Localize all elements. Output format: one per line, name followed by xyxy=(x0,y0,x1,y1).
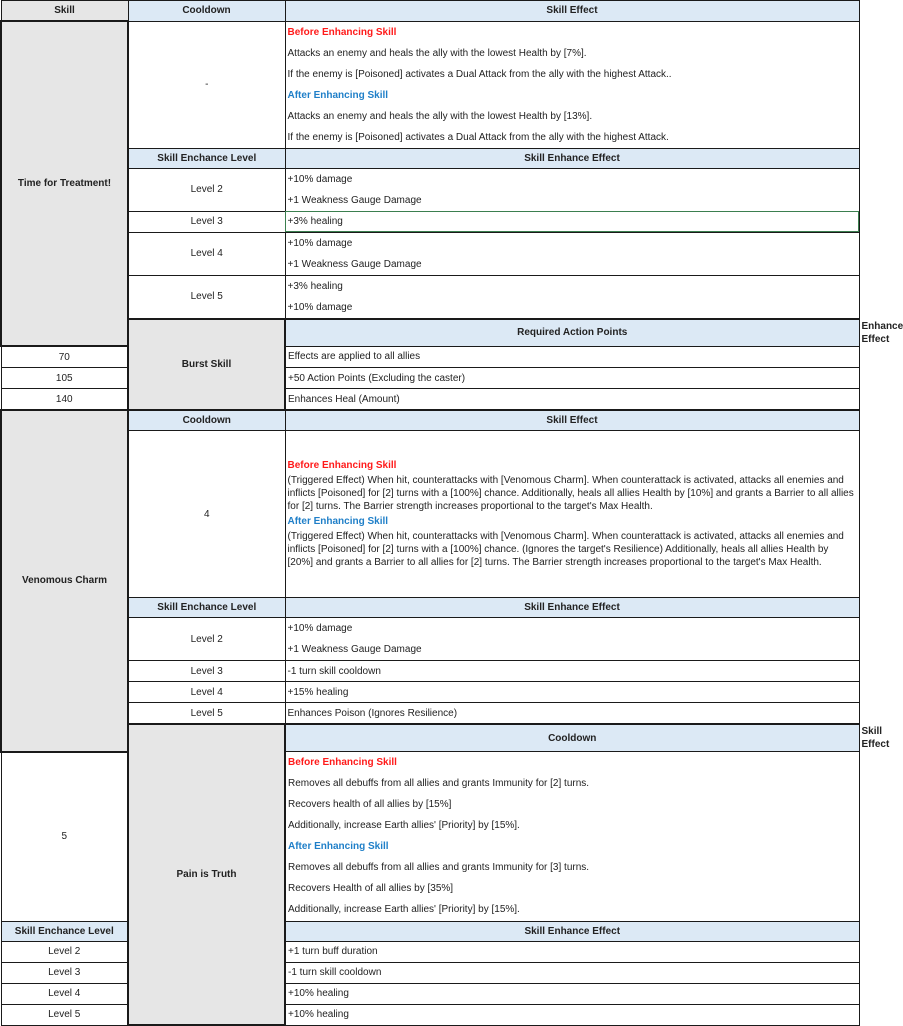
tier-effect-cell: Effects are applied to all allies xyxy=(285,346,859,368)
tier-effect-cell: Enhances Heal (Amount) xyxy=(285,389,859,411)
effect-line: +10% damage xyxy=(287,173,353,185)
header-enhance-level: Skill Enchance Level xyxy=(1,921,128,941)
table-row xyxy=(1,232,859,275)
effect-line: +3% healing xyxy=(287,280,343,292)
skill-name: Pain is Truth xyxy=(128,724,285,1025)
effect-line: +1 Weakness Gauge Damage xyxy=(287,644,422,655)
header-enhance-level: Skill Enchance Level xyxy=(128,148,285,168)
header-enhance-effect: Skill Enhance Effect xyxy=(285,598,859,618)
effect-line: +10% damage xyxy=(287,237,353,249)
effect-paragraph: (Triggered Effect) When hit, counterattacks with [Venomous Charm]. When counterattack is activated, attacks all enemies and inflicts [Poisoned] for [2] turns with a [100%] chance. (Ignores the target's Resilience) Additionally, heals all allies Health by [20%] and grants a Barrier to all allies for [2] turns. The Barrier strength increases proportional to the target's Max Health. xyxy=(287,531,844,568)
header-cooldown: Cooldown xyxy=(128,1,285,22)
effect-line: Removes all debuffs from all allies and grants Immunity for [3] turns. xyxy=(288,862,590,874)
after-label: After Enhancing Skill xyxy=(288,841,389,853)
header-enhance-effect: Skill Enhance Effect xyxy=(285,921,859,941)
effect-line: Removes all debuffs from all allies and grants Immunity for [2] turns. xyxy=(288,778,590,790)
effect-line: Additionally, increase Earth allies' [Priority] by [15%]. xyxy=(288,820,520,832)
effect-line: Attacks an enemy and heals the ally with the lowest Health by [7%]. xyxy=(287,47,587,59)
table-row xyxy=(1,168,859,211)
cooldown-value: - xyxy=(128,21,285,148)
level-effect-cell: -1 turn skill cooldown xyxy=(285,661,859,682)
table-row xyxy=(1,275,859,319)
level-effect-cell: +10% healing xyxy=(285,1004,859,1025)
table-row xyxy=(1,211,859,232)
level-effect-cell: +10% healing xyxy=(285,983,859,1004)
effect-line: If the enemy is [Poisoned] activates a Dual Attack from the ally with the highest Attack. xyxy=(287,131,669,143)
level-cell: Level 3 xyxy=(128,661,285,682)
level-effect-cell: +1 turn buff duration xyxy=(285,941,859,962)
level-cell: Level 5 xyxy=(128,703,285,725)
header-cooldown: Cooldown xyxy=(285,724,859,752)
header-skill: Skill xyxy=(1,1,128,22)
skill-name: Time for Treatment! xyxy=(1,21,128,346)
skill-effect-cell xyxy=(285,431,859,598)
before-label: Before Enhancing Skill xyxy=(287,460,397,471)
effect-line: Recovers Health of all allies by [35%] xyxy=(288,883,454,895)
skill-effect-cell xyxy=(285,21,859,148)
effect-line: +1 Weakness Gauge Damage xyxy=(287,258,422,270)
table-row xyxy=(1,661,859,682)
effect-line: +1 Weakness Gauge Damage xyxy=(287,194,422,206)
skill-name: Venomous Charm xyxy=(1,410,128,752)
table-row xyxy=(1,682,859,703)
table-row xyxy=(1,703,859,725)
level-cell: Level 2 xyxy=(128,618,285,661)
before-label: Before Enhancing Skill xyxy=(288,757,397,769)
level-cell: Level 5 xyxy=(1,1004,128,1025)
skill-effect-cell xyxy=(285,752,859,922)
level-cell: Level 2 xyxy=(128,168,285,211)
ap-cell: 70 xyxy=(1,346,128,368)
level-effect-cell: -1 turn skill cooldown xyxy=(285,962,859,983)
table-row xyxy=(1,618,859,661)
header-required-ap: Required Action Points xyxy=(285,319,859,347)
level-effect-cell xyxy=(285,275,859,319)
table-header-row xyxy=(1,1,859,22)
effect-line: Additionally, increase Earth allies' [Priority] by [15%]. xyxy=(288,904,520,916)
effect-paragraph: (Triggered Effect) When hit, counterattacks with [Venomous Charm]. When counterattack is activated, attacks all enemies and inflicts [Poisoned] for [2] turns with a [100%] chance. Additionally, heals all allies Health by [10%] and grants a Barrier to all allies for [2] turns. The Barrier strength increases proportional to the target's Max Health. xyxy=(287,475,854,512)
header-cooldown: Cooldown xyxy=(128,410,285,431)
effect-line: +10% damage xyxy=(287,623,353,634)
level-cell: Level 5 xyxy=(128,275,285,319)
skill-name: Burst Skill xyxy=(128,319,285,411)
selected-cell[interactable]: +3% healing xyxy=(285,211,859,232)
before-label: Before Enhancing Skill xyxy=(287,26,397,38)
level-effect-cell xyxy=(285,168,859,211)
ap-cell: 140 xyxy=(1,389,128,411)
cooldown-value: 4 xyxy=(128,431,285,598)
effect-line: If the enemy is [Poisoned] activates a Dual Attack from the ally with the highest Attack.. xyxy=(287,68,672,80)
level-cell: Level 2 xyxy=(1,941,128,962)
header-enhance-effect: Skill Enhance Effect xyxy=(285,148,859,168)
after-label: After Enhancing Skill xyxy=(287,89,389,101)
level-effect-cell xyxy=(285,618,859,661)
effect-line: +10% damage xyxy=(287,301,353,313)
level-cell: Level 4 xyxy=(128,232,285,275)
level-effect-cell: Enhances Poison (Ignores Resilience) xyxy=(285,703,859,725)
level-cell: Level 4 xyxy=(128,682,285,703)
skill-table: Skill Cooldown Skill Effect Time for Treatment! - Before Enhancing Skill Attacks an enemy and heals the ally with the lowest Health by [7%]. If the enemy is [Poisoned] activates a Dual Attack from the ally with the highest Attack.. After Enhancing Skill Attacks an enemy and heals the ally with the lowest Health by [13%]. If the enemy is [Poisoned] activates a Dual Attack from the ally with the highest Attack. Skill Enchance Level Skill Enhance Effect Level 2 +10% damage +1 Weakness Gauge Damage Level 3 +3% healing Level 4 +10% damage +1 Weakness Gauge Damage Level 5 +3% healing +10% damage Burst Skill Required Action Points Enhance Effect 70 Effects are applied to all allies 105 +50 Action Points (Excluding the caster) 140 Enhances Heal (Amount) Venomous Charm Cooldown Skill Effect 4 Before Enhancing Skill (Triggered Effect) When hit, counterattacks with [Venomous Charm]. When counterattack is activated, attacks all enemies and inflicts [Poisoned] for [2] turns with a [100%] chance. Additionally, heals all allies Health by [10%] and grants a Barrier to all allies for [2] turns. The Barrier strength increases proportional to the target's Max Health. After Enhancing Skill (Triggered Effect) When hit, counterattacks with [Venomous Charm]. When counterattack is activated, attacks all enemies and inflicts [Poisoned] for [2] turns with a [100%] chance. (Ignores the target's Resilience) Additionally, heals all allies Health by [20%] and grants a Barrier to all allies for [2] turns. The Barrier strength increases proportional to the target's Max Health. Skill Enchance Level Skill Enhance Effect Level 2 +10% damage +1 Weakness Gauge Damage Level 3 -1 turn skill cooldown Level 4 +15% healing Level 5 Enhances Poison (Ignores Resilience) Pain is Truth Cooldown Skill Effect 5 Before Enhancing Skill Removes all debuffs from all allies and grants Immunity for [2] turns. Recovers health of all allies by [15%] Additionally, increase Earth allies' [Priority] by [15%]. After Enhancing Skill Removes all debuffs from all allies and grants Immunity for [3] turns. Recovers Health of all allies by [35%] Additionally, increase Earth allies' [Priority] by [15%]. Skill Enchance Level Skill Enhance Effect Level 2 +1 turn buff duration Level 3 -1 turn skill cooldown Level 4 +10% healing Level 5 +10% healing xyxy=(0,0,860,1026)
level-cell: Level 3 xyxy=(128,211,285,232)
level-cell: Level 4 xyxy=(1,983,128,1004)
ap-cell: 105 xyxy=(1,368,128,389)
header-skill-effect: Skill Effect xyxy=(285,1,859,22)
header-enhance-level: Skill Enchance Level xyxy=(128,598,285,618)
cooldown-value: 5 xyxy=(1,752,128,922)
level-effect-cell: +15% healing xyxy=(285,682,859,703)
tier-effect-cell: +50 Action Points (Excluding the caster) xyxy=(285,368,859,389)
header-skill-effect: Skill Effect xyxy=(285,410,859,431)
after-label: After Enhancing Skill xyxy=(287,516,389,527)
level-effect-cell xyxy=(285,232,859,275)
level-cell: Level 3 xyxy=(1,962,128,983)
effect-line: Recovers health of all allies by [15%] xyxy=(288,799,452,811)
effect-line: Attacks an enemy and heals the ally with the lowest Health by [13%]. xyxy=(287,110,593,122)
